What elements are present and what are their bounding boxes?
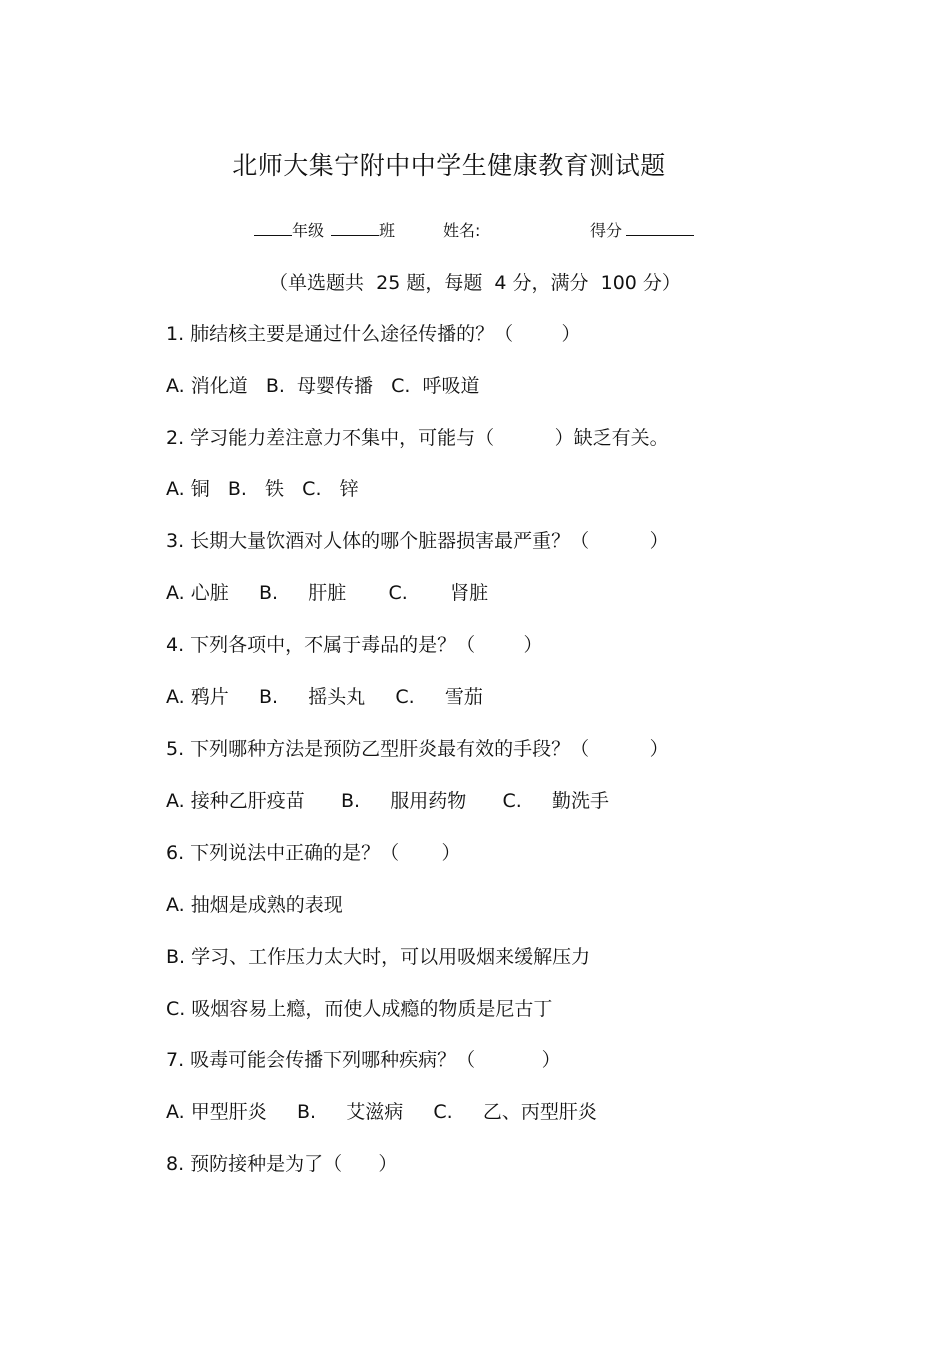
score-blank xyxy=(626,221,694,236)
question-3-options: A. 心脏 B. 肝脏 C. 肾脏 xyxy=(166,582,489,604)
grade-field xyxy=(254,218,324,241)
question-6-option-c: C. 吸烟容易上瘾，而使人成瘾的物质是尼古丁 xyxy=(166,998,553,1020)
question-5: 5. 下列哪种方法是预防乙型肝炎最有效的手段？（ ） xyxy=(166,738,669,760)
question-1-options: A. 消化道 B. 母婴传播 C. 呼吸道 xyxy=(166,375,480,397)
score-label: 得分 xyxy=(590,221,623,240)
question-6: 6. 下列说法中正确的是？（ ） xyxy=(166,842,461,864)
question-7-options: A. 甲型肝炎 B. 艾滋病 C. 乙、丙型肝炎 xyxy=(166,1101,597,1123)
question-4: 4. 下列各项中，不属于毒品的是？（ ） xyxy=(166,634,543,656)
question-5-options: A. 接种乙肝疫苗 B. 服用药物 C. 勤洗手 xyxy=(166,790,609,812)
score-field xyxy=(590,218,694,241)
question-8: 8. 预防接种是为了（ ） xyxy=(166,1153,398,1175)
class-label: 班 xyxy=(379,221,396,240)
question-7: 7. 吸毒可能会传播下列哪种疾病？（ ） xyxy=(166,1049,561,1071)
grade-label: 年级 xyxy=(292,221,325,240)
name-field xyxy=(443,218,480,241)
question-1: 1. 肺结核主要是通过什么途径传播的？（ ） xyxy=(166,323,581,345)
page-title: 北师大集宁附中中学生健康教育测试题 xyxy=(232,151,666,180)
question-2: 2. 学习能力差注意力不集中，可能与（ ）缺乏有关。 xyxy=(166,427,669,449)
exam-instructions: （单选题共 25 题，每题 4 分，满分 100 分） xyxy=(269,272,681,294)
grade-blank xyxy=(254,221,292,236)
question-2-options: A. 铜 B. 铁 C. 锌 xyxy=(166,478,359,500)
question-3: 3. 长期大量饮酒对人体的哪个脏器损害最严重？（ ） xyxy=(166,530,669,552)
question-4-options: A. 鸦片 B. 摇头丸 C. 雪茄 xyxy=(166,686,483,708)
question-6-option-b: B. 学习、工作压力太大时，可以用吸烟来缓解压力 xyxy=(166,946,591,968)
question-6-option-a: A. 抽烟是成熟的表现 xyxy=(166,894,343,916)
class-blank xyxy=(331,221,379,236)
class-field xyxy=(331,218,395,241)
name-label: 姓名: xyxy=(443,221,481,240)
